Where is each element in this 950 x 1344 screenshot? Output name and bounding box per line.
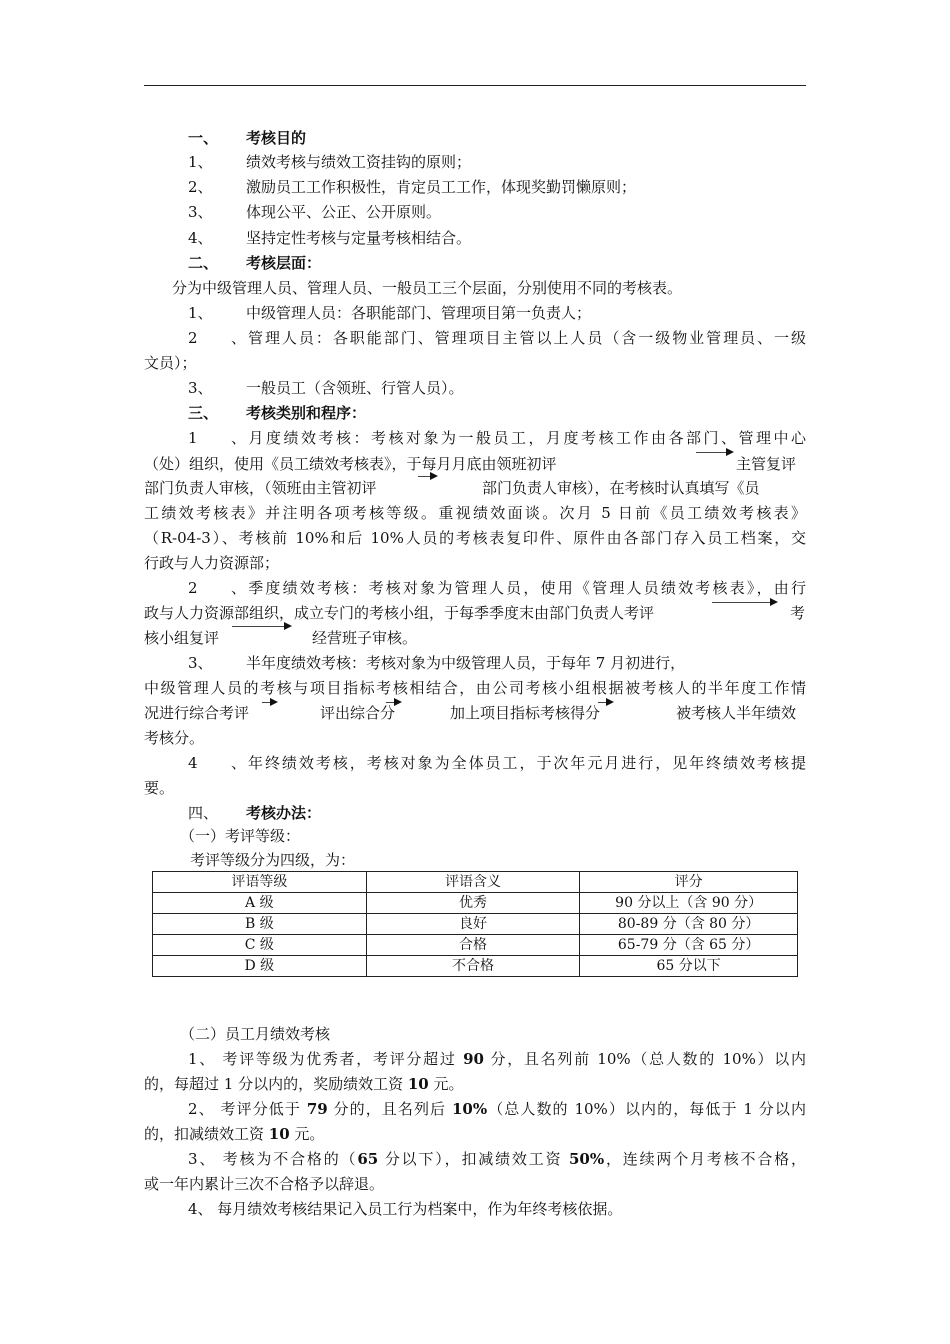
table-cell: B 级 <box>153 914 367 935</box>
table-cell: A 级 <box>153 893 367 914</box>
s1-item-2: 2、 激励员工工作积极性，肯定员工工作，体现奖勤罚懒原则； <box>188 178 637 196</box>
s3-p1-line2a: （处）组织，使用《员工绩效考核表》，于每月月底由领班初评 <box>144 455 557 473</box>
table-cell: D 级 <box>153 956 367 977</box>
s4-sub1-intro: 考评等级分为四级，为： <box>190 851 356 869</box>
table-cell: 不合格 <box>366 956 580 977</box>
flow-arrow <box>262 702 276 703</box>
section-2-heading: 二、 考核层面： <box>188 254 322 272</box>
rule-2-line2: 的，扣减绩效工资 10 元。 <box>144 1125 325 1143</box>
s1-item-4: 4、 坚持定性考核与定量考核相结合。 <box>188 229 472 247</box>
table-cell: 90 分以上（含 90 分） <box>580 893 798 914</box>
table-cell: 65-79 分（含 65 分） <box>580 935 798 956</box>
s2-item-3: 3、 一般员工（含领班、行管人员）。 <box>188 379 464 397</box>
section-4-heading: 四、 考核办法： <box>188 804 322 822</box>
s3-p2-line3a: 核小组复评 <box>144 629 220 647</box>
table-row <box>153 956 798 977</box>
s3-p1-line3a: 部门负责人审核，（领班由主管初评 <box>144 479 377 497</box>
s3-p3-line3a: 况进行综合考评 <box>144 704 250 722</box>
s3-p1-line1: 1、月度绩效考核：考核对象为一般员工，月度考核工作由各部门、管理中心 <box>188 429 806 447</box>
table-row <box>153 914 798 935</box>
rule-1-line2: 的，每超过 1 分以内的，奖励绩效工资 10 元。 <box>144 1075 464 1093</box>
rule-3-line1: 3、 考核为不合格的（65 分以下），扣减绩效工资 50%，连续两个月考核不合格， <box>188 1150 806 1168</box>
grade-table <box>152 871 798 977</box>
s3-p2-line2b: 考 <box>790 604 806 622</box>
header-rule <box>144 85 806 86</box>
table-header-row <box>153 872 798 893</box>
table-cell: 65 分以下 <box>580 956 798 977</box>
s2-intro: 分为中级管理人员、管理人员、一般员工三个层面，分别使用不同的考核表。 <box>172 279 683 297</box>
flow-arrow <box>696 452 732 453</box>
s1-item-1: 1、 绩效考核与绩效工资挂钩的原则； <box>188 153 472 171</box>
s3-p3-line2: 中级管理人员的考核与项目指标考核相结合，由公司考核小组根据被考核人的半年度工作情 <box>144 679 806 697</box>
table-cell: C 级 <box>153 935 367 956</box>
flow-arrow <box>386 702 400 703</box>
s3-p1-line3b: 部门负责人审核），在考核时认真填写《员 <box>482 479 760 497</box>
flow-arrow <box>232 626 290 627</box>
s3-p1-line6: 行政与人力资源部； <box>144 554 280 572</box>
s2-item-2: 2、管理人员：各职能部门、管理项目主管以上人员（含一级物业管理员、一级 <box>188 329 806 347</box>
s3-p1-line2b: 主管复评 <box>736 455 797 473</box>
s3-p3-line3d: 被考核人半年绩效 <box>676 704 797 722</box>
s3-p1-line4: 工绩效考核表》并注明各项考核等级。重视绩效面谈。次月 5 日前《员工绩效考核表》 <box>144 504 806 522</box>
rule-3-line2: 或一年内累计三次不合格予以辞退。 <box>144 1175 385 1193</box>
section-1-heading: 一、 考核目的 <box>188 129 307 147</box>
rule-4: 4、 每月绩效考核结果记入员工行为档案中，作为年终考核依据。 <box>188 1200 623 1218</box>
s2-item-1: 1、 中级管理人员：各职能部门、管理项目第一负责人； <box>188 304 592 322</box>
table-cell: 80-89 分（含 80 分） <box>580 914 798 935</box>
s3-p4-line2: 要。 <box>144 779 175 797</box>
table-row <box>153 935 798 956</box>
table-cell: 良好 <box>366 914 580 935</box>
s3-p4-line1: 4、年终绩效考核，考核对象为全体员工，于次年元月进行，见年终绩效考核提 <box>188 754 806 772</box>
s3-p2-line1: 2、季度绩效考核：考核对象为管理人员，使用《管理人员绩效考核表》，由行 <box>188 579 806 597</box>
table-cell: 合格 <box>366 935 580 956</box>
table-header: 评分 <box>580 872 798 893</box>
flow-arrow <box>598 702 612 703</box>
s3-p3-line4: 考核分。 <box>144 729 205 747</box>
s3-p3-line3c: 加上项目指标考核得分 <box>450 704 601 722</box>
s2-item-2-cont: 文员）； <box>144 354 197 372</box>
table-header: 评语含义 <box>366 872 580 893</box>
section-3-heading: 三、 考核类别和程序： <box>188 404 367 422</box>
s4-sub1: （一）考评等级： <box>180 827 301 845</box>
table-cell: 优秀 <box>366 893 580 914</box>
s1-item-3: 3、 体现公平、公正、公开原则。 <box>188 203 442 221</box>
flow-arrow <box>418 476 436 477</box>
table-header: 评语等级 <box>153 872 367 893</box>
rule-1-line1: 1、 考评等级为优秀者，考评分超过 90 分，且名列前 10%（总人数的 10%）以内 <box>188 1050 806 1068</box>
table-row <box>153 893 798 914</box>
s3-p1-line5: （R-04-3）、考核前 10%和后 10%人员的考核表复印件、原件由各部门存入员工档案，交 <box>144 529 806 547</box>
s4-sub2: （二）员工月绩效考核 <box>180 1025 331 1043</box>
flow-arrow <box>712 602 776 603</box>
s3-p2-line3b: 经营班子审核。 <box>312 629 418 647</box>
rule-2-line1: 2、 考评分低于 79 分的，且名列后 10%（总人数的 10%）以内的，每低于 1 分以内 <box>188 1100 806 1118</box>
s3-p3-line1: 3、 半年度绩效考核：考核对象为中级管理人员，于每年 7 月初进行， <box>188 654 686 672</box>
s3-p2-line2a: 政与人力资源部组织，成立专门的考核小组，于每季季度末由部门负责人考评 <box>144 604 655 622</box>
s3-p3-line3b: 评出综合分 <box>320 704 396 722</box>
